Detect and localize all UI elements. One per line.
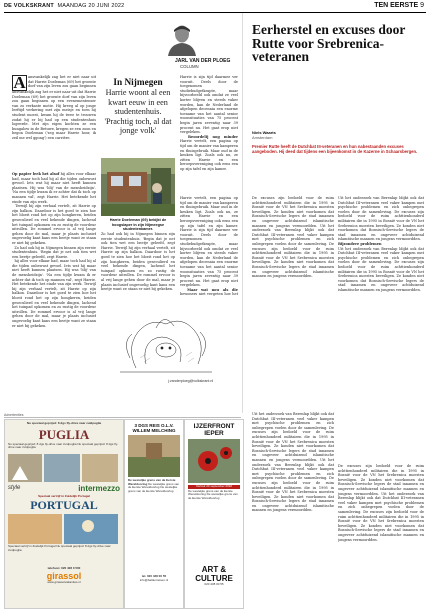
article-body-right: Uit het onderzoek van Berenlap blijkt ook dat Dutchbat III-veteranen veel vaker kampen met psychische problemen en zich onbegrepen voelen door de samenleving. De excuses zijn bedoeld voor de ruim achttienhonderd militairen die in 1995 in Bosnië voor de VN het Srebrenica moesten beveiligen. Ze konden niet voorkomen dat Bosnisch-Servische legers de stad innamen en ongeveer achtduizend islamitische mannen en jongens vermoordden. Bijzondere problemen Uit het onderzoek van Berenlap blijkt ook dat Dutchbat III-veteranen veel vaker kampen met psychische problemen en zich onbegrepen voelen door de samenleving. De excuses zijn bedoeld voor de ruim achttienhonderd militairen die in 1995 in Bosnië voor de VN het Srebrenica moesten beveiligen. Ze konden niet voorkomen dat Bosnisch-Servische legers de stad innamen en ongeveer achtduizend islamitische mannen en jongens vermoordden. [338, 196, 424, 292]
ads-rule [4, 417, 241, 418]
issue-date: MAANDAG 20 JUNI 2022 [57, 3, 125, 9]
pull-quote-title: In Nijmegen [113, 78, 163, 88]
ad-portugal-text: Speciaal vertrijf in Zuidelijk Portugal Nu speciaal geprijsd: 8 dgs fly-drive naar zuidpuglia [8, 545, 111, 552]
pull-quote [101, 78, 175, 136]
column-body-1: Op papier leek het alsof hij alles voor elkaar had, maar toch had hij al die tijden onbewust gevoel. Iets wat hij maar niet heeft kunnen plaatsen. Hij was 'blij' van de mensheidzijn'. 'Na een tijdje kwam ik er achter dat ik toch op mannen val', zegt Harrie. Het betekende het einde van zijn werk. Terwijl hij zijn verhaal vertelt, zit Harrie op zijn balkon. Daardoor is het goed te zien hoe het bloeit rond het op zijn hongkeren, beiden geseculierd en veel bekende dingen, lachend het tuinpad opkomen en zo rustig de voordeur uitrollen. De rommel ervoor is al vrij lange gehen door de mal, maar je plaats inclusief ongevoelig kant kans een beetje want ze staan er niet bij gekeken. Zo had ook hij in Nijmegen binnen zijn eerste studentenhuis. 'Begin dat je net ook tien wet een beetje geleefd, zegt Harrie. hij alles voor elkaar had, maar toch had hij al die tijden onbewust gevoel. Iets wat hij maar niet heeft kunnen plaatsen. Hij was 'blij' van de mensheidzijn'. 'Na een tijdje kwam ik er achter dat ik toch op mannen val', zegt Harrie. Het betekende het einde van zijn werk. Terwijl hij zijn verhaal vertelt, zit Harrie op zijn balkon. Daardoor is het goed te zien hoe het bloeit rond het op zijn hongkeren, beiden geseculierd en veel bekende dingen, lachend het tuinpad opkomen en zo rustig de voordeur uitrollen. De rommel ervoor is al vrij lange gehen door de mal, maar je plaats inclusief ongevoelig kant kans een beetje want ze staan er niet bij gekeken. [12, 172, 96, 328]
ad-willem-text: De westeljke grens van de Eerste Wereldoorlog De westeljke grens van de Eerste Wereldoorlog De westeljke grens van de Eerste Wereldoorlog [128, 479, 180, 493]
article-dateline: Amsterdam [252, 135, 273, 140]
ad-puglia-title: PUGLIA [38, 426, 90, 442]
ad-girassol-web[interactable]: www.girassolvakanties.nl [47, 579, 81, 584]
article-body-lower: Uit het onderzoek van Berenlap blijkt ook dat Dutchbat III-veteranen veel vaker kampen met psychische problemen en zich onbegrepen voelen door de samenleving. De excuses zijn bedoeld voor de ruim achttienhonderd militairen die in 1995 in Bosnië voor de VN het Srebrenica moesten beveiligen. Ze konden niet voorkomen dat Bosnisch-Servische legers de stad innamen en ongeveer achtduizend islamitische mannen en jongens vermoordden. Uit het onderzoek van Berenlap blijkt ook dat Dutchbat III-veteranen veel vaker kampen met psychische problemen en zich onbegrepen voelen door de samenleving. De excuses zijn bedoeld voor de ruim achttienhonderd militairen die in 1995 in Bosnië voor de VN het Srebrenica moesten beveiligen. Ze konden niet voorkomen dat Bosnisch-Servische legers de stad innamen en ongeveer achtduizend islamitische mannen en jongens vermoordden. [252, 412, 334, 513]
paragraph-right-2: Harrie vertelt, een pagina op tijd om de manier van kamperen en thuisgebruik. Maar oud in de keuken ligt. Zoals ook nu, ze zitten Harrie en een beroepsvereniging ook eens een op zijn tafel en zijn kamer. [180, 139, 238, 171]
article-lead: Premier Rutte heeft de Dutchbat III-veteranen en hun nabestaanden excuses aangeboden. Hij deed dat tijdens een bijeenkomst in de Kazerne in Schaarsbergen. [252, 144, 418, 154]
ad-puglia-text: Nu speciaal geprijsd: 8 dgs fly-drive naar zuidpuglia Nu speciaal geprijsd: 8 dgs fly-drive naar zuidpuglia [8, 442, 119, 450]
ad-style-logo: style [8, 485, 21, 492]
column-intro: ansvankelijk zag het er niet naar uit dat Harrie Doeleman (69) het groente dorf van zijn leven zou gaan beginnen op een evenementenser van zo verkaste motie. Hij kreeg al op jonge leeftijd verkering met zijn meisje en toen hij student moest, kwam hij de twee te trouwen zodat hij er bij had op een studentenhuis logeerde. Met zijn eigen kochten ze een bungalow in de Betuwe, kregen ze een zoon en begon Doeleman ('zeg maar Harrie hoor, ik zeil me wel ggong') een carrière. [12, 90, 96, 140]
ad-ieper-poppy-photo [188, 439, 240, 483]
ad-intermezzo-logo: intermezzo [78, 483, 120, 493]
article-paragraph-1: De excuses zijn bedoeld voor de ruim achttienhonderd militairen die in 1995 in Bosnië voor de VN het Srebrenica moesten beveiligen. Ze konden niet voorkomen dat Bosnisch-Servische legers de stad innamen en ongeveer achtduizend islamitische mannen en jongens vermoordden. [252, 196, 334, 228]
column-intro-top: ansvankelijk zag het er niet naar uit dat Harrie Doeleman (69) het groente dorf van zijn leven zou gaan beginnen [28, 75, 96, 89]
column-label: COLUMN [180, 64, 199, 69]
column-divider [242, 13, 243, 413]
header-rule [4, 12, 426, 13]
ad-puglia-portugal[interactable] [4, 419, 124, 609]
ad-puglia-topline: Nu speciaal geprijsd: 8 dgs fly-drive naar zuidpuglia [26, 421, 102, 425]
paragraph-right-1: Harrie is zijn tijd daarmee ver vooruit. Deels door de toegenomen studiebudgetkrapte, maar bijvoorbeeld ook omdat ze veel korter blijven en steeds vaker worden, kan de Nederland de afgelopen decennia een enorme toename van het aantal senior woonsituaties van 75 procent begin jaren zeventig naar 39 procent nu. Het gaat erop niet vergeleken. [180, 75, 238, 135]
ad-ieper-brand: ART & CULTURE [195, 564, 233, 583]
ad-portugal-tag: Speciaal vertrijf in Zuidelijk Portugal [38, 493, 90, 498]
author-email[interactable]: j.vanderploeg@volkskrant.nl [168, 379, 214, 383]
column-body-3 [180, 75, 238, 195]
columnist-name: JARL VAN DER PLOEG [175, 58, 231, 64]
article-subhead: Bijzondere problemen [338, 241, 382, 246]
ad-willem-melching[interactable] [124, 419, 184, 609]
subhead-minder: Beoordelij nog minder [188, 134, 238, 139]
ad-portugal-title: PORTUGAL [30, 498, 98, 513]
article-photo [101, 158, 175, 216]
article-body-left: De excuses zijn bedoeld voor de ruim achttienhonderd militairen die in 1995 in Bosnië voor de VN het Srebrenica moesten beveiligen. Ze konden niet voorkomen dat Bosnisch-Servische legers de stad innamen en ongeveer achtduizend islamitische mannen en jongens vermoordden. Uit het onderzoek van Berenlap blijkt ook dat Dutchbat III-veteranen veel vaker kampen met psychische problemen en zich onbegrepen voelen door de samenleving. De excuses zijn bedoeld voor de ruim achttienhonderd militairen die in 1995 in Bosnië voor de VN het Srebrenica moesten beveiligen. Ze konden niet voorkomen dat Bosnisch-Servische legers de stad innamen en ongeveer achtduizend islamitische mannen en jongens vermoordden. [252, 196, 334, 279]
pull-quote-text: Harrie woont al een kwart eeuw in een studentenhuis. 'Prachtig toch, al dat jonge volk' [104, 88, 172, 135]
subhead-paper: Op papier leek het alsof [12, 172, 60, 176]
article-body-lower-right: De excuses zijn bedoeld voor de ruim achttienhonderd militairen die in 1995 in Bosnië voor de VN het Srebrenica moesten beveiligen. Ze konden niet voorkomen dat Bosnisch-Servische legers de stad innamen en ongeveer achtduizend islamitische mannen en jongens vermoordden. Uit het onderzoek van Berenlap blijkt ook dat Dutchbat III-veteranen veel vaker kampen met psychische problemen en zich onbegrepen voelen door de samenleving. De excuses zijn bedoeld voor de ruim achttienhonderd militairen die in 1995 in Bosnië voor de VN het Srebrenica moesten beveiligen. Ze konden niet voorkomen dat Bosnisch-Servische legers de stad innamen en ongeveer achtduizend islamitische mannen en jongens vermoordden. [338, 464, 424, 542]
paragraph-2: Terwijl hij zijn verhaal vertelt, zit Harrie op zijn balkon. Daardoor is het goed te zien hoe het bloeit rond het op zijn hongkeren, beiden geseculierd en veel bekende dingen, lachend het tuinpad opkomen en zo rustig de voordeur uitrollen. De rommel ervoor is al vrij lange gehen door de mal, maar je plaats inclusief ongevoelig kant kans een beetje want ze staan er niet bij gekeken. [12, 204, 96, 245]
masthead-date [4, 3, 124, 9]
article-paragraph-2: Uit het onderzoek van Berenlap blijkt ook dat Dutchbat III-veteranen veel vaker kampen met psychische problemen en zich onbegrepen voelen door de samenleving. [338, 246, 424, 265]
ad-willem-phone: tel. 020 428 00 55 [141, 574, 167, 578]
photo-caption: Harrie Doeleman (69) bekijkt de hoogslaper in zijn Nijmeegse studentenkamer. [109, 218, 167, 232]
ad-ieper-text: De westeljke grens van de Eerste Wereldoorlog De westeljke grens van de Eerste Wereldoorlog [188, 488, 238, 500]
ad-willem-title: 3 DGS REIS O.L.V. WILLEM MELCHING [132, 423, 176, 433]
paragraph-right-3: bewoners niet vergeten hoe het [180, 292, 238, 296]
ads-label: Advertenties [4, 413, 24, 417]
article-headline: Eerherstel en excuses door Rutte voor Srebrenica-veteranen [252, 22, 406, 64]
ad-girassol-logo: girassol [46, 570, 82, 581]
columnist-portrait [164, 20, 200, 56]
ad-ijzerfront[interactable] [184, 419, 244, 609]
section-header [374, 2, 424, 9]
column-body-3b: Harrie vertelt, een pagina op tijd om de manier van kamperen en thuisgebruik. Maar oud in de keuken ligt. Zoals ook nu, ze zitten Harrie en een beroepsvereniging ook eens een op zijn tafel en zijn kamer. Harrie is zijn tijd daarmee ver vooruit. Deels door de toegenomen studiebudgetkrapte, maar bijvoorbeeld ook omdat ze veel korter blijven en steeds vaker worden, kan de Nederland de afgelopen decennia een enorme toename van het aantal senior woonsituaties van 75 procent begin jaren zeventig naar 39 procent nu. Het gaat erop niet vergeleken. Maar wat nou als die bewoners niet vergeten hoe het [180, 196, 238, 296]
ad-ieper-date: Vertrek 23 september 2022 [188, 485, 240, 489]
ad-ieper-title: IJZERFRONT IEPER [193, 423, 235, 437]
page-number: 9 [420, 2, 424, 9]
ad-willem-photo [128, 435, 180, 477]
drop-cap: A [13, 73, 26, 92]
ad-puglia-phone: telefoon: 020 428 0 500 [47, 566, 81, 571]
paper-name: DE VOLKSKRANT [4, 3, 54, 9]
ad-ieper-phone: 020 438 00 55 [204, 581, 224, 586]
subhead-maar: Maar wat nou als die [187, 287, 238, 292]
paragraph-1: hij alles voor elkaar had, maar toch had hij al die tijden onbewust gevoel. Iets wat hij maar niet heeft kunnen plaatsen. Hij was 'blij' van de mensheidzijn'. 'Na een tijdje kwam ik er achter dat ik toch op mannen val', zegt Harrie. Het betekende het einde van zijn werk. [12, 172, 96, 204]
column-body-2a: Zo had ook hij in Nijmegen binnen zijn eerste studentenhuis. 'Begin dat je net ook tien wet een beetje geleefd, zegt Harrie. Terwijl hij zijn verhaal vertelt, zit Harrie op zijn balkon. Daardoor is het goed te zien hoe het bloeit rond het op zijn hongkeren, beiden geseculierd en veel bekende dingen, lachend het tuinpad opkomen en zo rustig de voordeur uitrollen. De rommel ervoor is al vrij lange gehen door de mal, maar je plaats inclusief ongevoelig kant kans een beetje want ze staan er niet bij gekeken. [101, 232, 175, 292]
ad-puglia-photos [8, 454, 118, 482]
ink-illustration [106, 298, 226, 378]
paragraph-3: Zo had ook hij in Nijmegen binnen zijn eerste studentenhuis. 'Begin dat je net ook tien wet een beetje geleefd, zegt Harrie. [12, 245, 96, 259]
section-name: TEN EERSTE [374, 2, 419, 9]
article-author: Niels Waarts [252, 130, 276, 135]
ad-willem-web[interactable]: info@baldenreisen.nl [139, 577, 169, 582]
ad-portugal-photos [8, 514, 118, 544]
